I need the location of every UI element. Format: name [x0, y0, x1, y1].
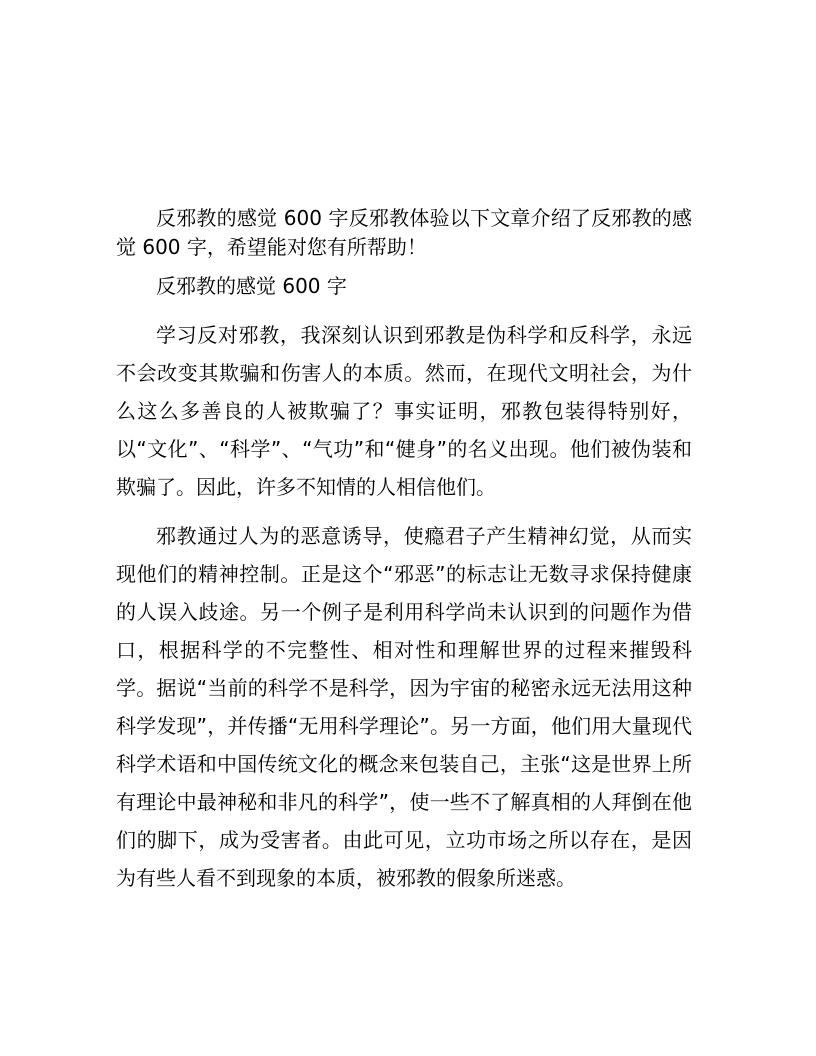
section-heading: 反邪教的感觉 600 字	[156, 274, 347, 298]
body-paragraph: 学习反对邪教，我深刻认识到邪教是伪科学和反科学，永远不会改变其欺骗和伤害人的本质。然而，在现代文明社会，为什么这么多善良的人被欺骗了？事实证明，邪教包装得特别好，以“文化”、“科学”、“气功”和“健身”的名义出现。他们被伪装和欺骗了。因此，许多不知情的人相信他们。	[116, 323, 692, 499]
body-paragraph: 邪教通过人为的恶意诱导，使瘾君子产生精神幻觉，从而实现他们的精神控制。正是这个“邪恶”的标志让无数寻求保持健康的人误入歧途。另一个例子是利用科学尚未认识到的问题作为借口，根据科学的不完整性、相对性和理解世界的过程来摧毁科学。据说“当前的科学不是科学，因为宇宙的秘密永远无法用这种科学发现”，并传播“无用科学理论”。另一方面，他们用大量现代科学术语和中国传统文化的概念来包装自己，主张“这是世界上所有理论中最神秘和非凡的科学”，使一些不了解真相的人拜倒在他们的脚下，成为受害者。由此可见，立功市场之所以存在，是因为有些人看不到现象的本质，被邪教的假象所迷惑。	[116, 524, 692, 890]
document-page	[116, 204, 692, 897]
intro-paragraph: 反邪教的感觉 600 字反邪教体验以下文章介绍了反邪教的感觉 600 字，希望能对您有所帮助！	[116, 206, 692, 259]
